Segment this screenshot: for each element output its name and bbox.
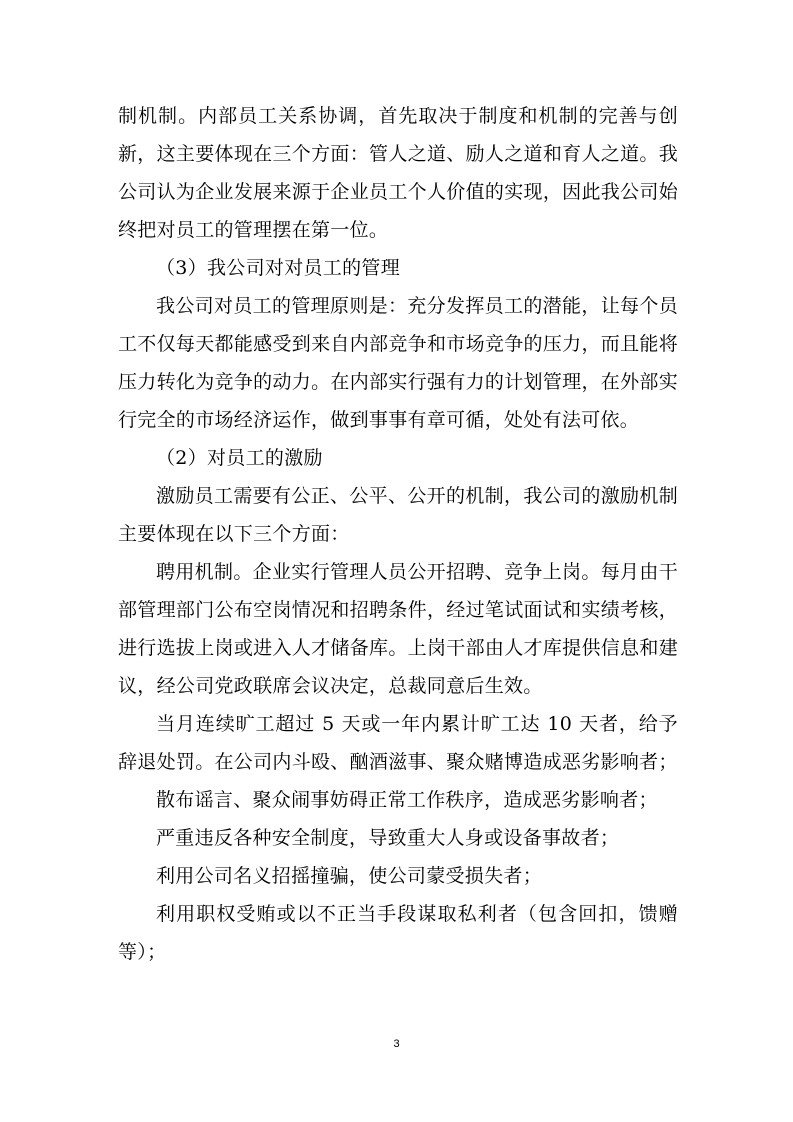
section-heading-staff-management: （3）我公司对对员工的管理 [156,257,400,279]
paragraph-hiring-mechanism: 聘用机制。企业实行管理人员公开招聘、竞争上岗。每月由干部管理部门公布空岗情况和招聘条件，经过笔试面试和实绩考核，进行选拔上岗或进入人才储备库。上岗干部由人才库提供信息和建议，经公司党政联席会议决定，总裁同意后生效。 [118,561,678,697]
paragraph-safety-rule: 严重违反各种安全制度，导致重大人身或设备事故者； [156,827,620,849]
paragraph-continuation: 制机制。内部员工关系协调，首先取决于制度和机制的完善与创新，这主要体现在三个方面：管人之道、励人之道和育人之道。我公司认为企业发展来源于企业员工个人价值的实现，因此我公司始终把对员工的管理摆在第一位。 [118,105,678,241]
paragraph-bribery-rule: 利用职权受贿或以不正当手段谋取私利者（包含回扣，馈赠等）； [118,903,678,963]
paragraph-management-principle: 我公司对员工的管理原则是：充分发挥员工的潜能，让每个员工不仅每天都能感受到来自内部竞争和市场竞争的压力，而且能将压力转化为竞争的动力。在内部实行强有力的计划管理，在外部实行完全的市场经济运作，做到事事有章可循，处处有法可依。 [118,295,678,431]
paragraph-incentive-mechanism: 激励员工需要有公正、公平、公开的机制，我公司的激励机制主要体现在以下三个方面： [118,485,678,545]
paragraph-rumor-rule: 散布谣言、聚众闹事妨碍正常工作秩序，造成恶劣影响者； [156,789,658,811]
page-number: 3 [393,1038,400,1050]
document-body [118,97,678,971]
section-heading-staff-incentive: （2）对员工的激励 [156,447,323,469]
paragraph-absence-dismissal: 当月连续旷工超过 5 天或一年内累计旷工达 10 天者，给予辞退处罚。在公司内斗殴、酗酒滋事、聚众赌博造成恶劣影响者； [118,713,678,773]
paragraph-fraud-rule: 利用公司名义招摇撞骗，使公司蒙受损失者； [156,865,543,887]
